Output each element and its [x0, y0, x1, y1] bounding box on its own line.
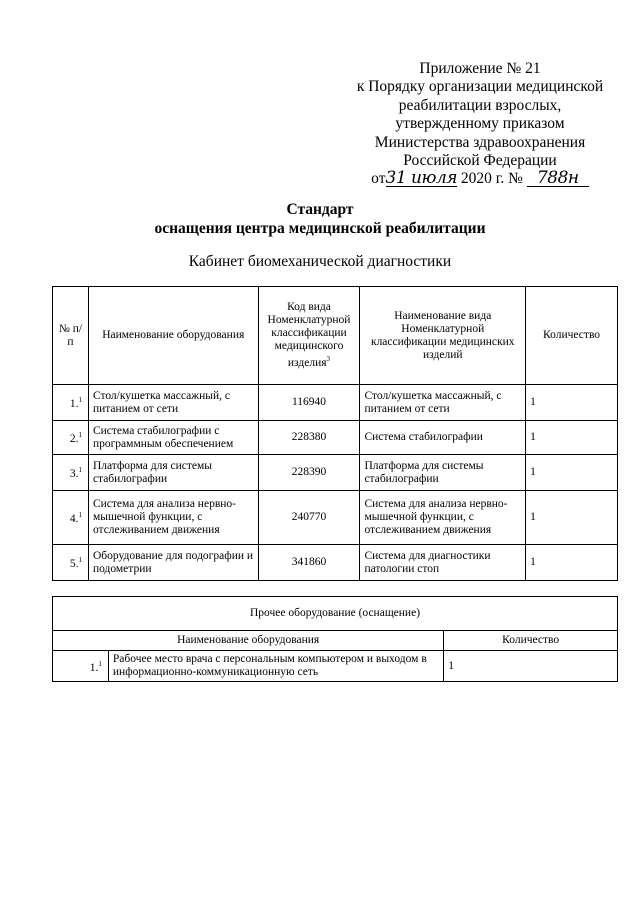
row-name: Система для анализа нервно-мышечной функции, с отслеживанием движения [88, 491, 258, 545]
row-kind: Система стабилографии [360, 421, 526, 455]
table-row [53, 545, 618, 581]
row-name: Стол/кушетка массажный, с питанием от сети [88, 385, 258, 421]
order-date-line [330, 170, 630, 188]
date-year: 2020 г. № [460, 170, 523, 188]
equipment-table [52, 286, 618, 581]
header-name: Наименование оборудования [53, 631, 444, 651]
row-kind: Платформа для системы стабилографии [360, 455, 526, 491]
row-kind: Стол/кушетка массажный, с питанием от сети [360, 385, 526, 421]
row-num: 2.$^1$ [53, 421, 89, 455]
row-code: 341860 [258, 545, 360, 581]
row-qty: 1 [526, 545, 618, 581]
row-qty: 1 [526, 421, 618, 455]
row-name: Платформа для системы стабилографии [88, 455, 258, 491]
appendix-line: реабилитации взрослых, [398, 96, 562, 114]
table-row [53, 455, 618, 491]
header-name: Наименование оборудования [88, 287, 258, 385]
row-num: 3.$^1$ [53, 455, 89, 491]
row-qty: 1 [526, 385, 618, 421]
date-prefix: от [371, 170, 386, 188]
row-qty: 1 [526, 491, 618, 545]
row-kind: Система для диагностики патологии стоп [360, 545, 526, 581]
row-code: 116940 [258, 385, 360, 421]
row-num: 4.$^1$ [53, 491, 89, 545]
document-title: Стандарт [286, 201, 354, 218]
appendix-line: Российской Федерации [403, 152, 557, 170]
header-qty: Количество [526, 287, 618, 385]
handwritten-order-number: 788н [536, 168, 579, 189]
table-header-row [53, 287, 618, 385]
table-header-row [53, 631, 618, 651]
row-name: Оборудование для подографии и подометрии [88, 545, 258, 581]
row-num: 1.$^1$ [53, 385, 89, 421]
table-caption-row [53, 597, 618, 631]
table-row [53, 491, 618, 545]
other-equipment-caption: Прочее оборудование (оснащение) [53, 597, 618, 631]
appendix-title: Приложение № 21 [419, 60, 541, 77]
table-row [53, 651, 618, 682]
row-kind: Система для анализа нервно-мышечной функции, с отслеживанием движения [360, 491, 526, 545]
row-name: Система стабилографии с программным обеспечением [88, 421, 258, 455]
header-code: Код вида Номенклатурной классификации медицинского изделия$^3$ [258, 287, 360, 385]
row-num: 5.$^1$ [53, 545, 89, 581]
row-name: Рабочее место врача с персональным компьютером и выходом в информационно-коммуникационную сеть [108, 651, 443, 682]
section-title: Кабинет биомеханической диагностики [188, 253, 452, 270]
other-equipment-table [52, 596, 618, 682]
row-code: 240770 [258, 491, 360, 545]
row-code: 228390 [258, 455, 360, 491]
table-row [53, 385, 618, 421]
table-row [53, 421, 618, 455]
header-kind: Наименование вида Номенклатурной классификации медицинских изделий [360, 287, 526, 385]
appendix-line: к Порядку организации медицинской [356, 78, 604, 96]
appendix-line: Министерства здравоохранения [374, 133, 586, 151]
row-code: 228380 [258, 421, 360, 455]
row-qty: 1 [444, 651, 618, 682]
row-qty: 1 [526, 455, 618, 491]
handwritten-date: 31 июля [385, 168, 458, 189]
appendix-block [330, 60, 630, 189]
row-num: 1.$^1$ [53, 651, 109, 682]
document-subtitle: оснащения центра медицинской реабилитации [154, 220, 486, 237]
header-num: № п/п [53, 287, 89, 385]
header-qty: Количество [444, 631, 618, 651]
appendix-line: утвержденному приказом [395, 115, 565, 133]
